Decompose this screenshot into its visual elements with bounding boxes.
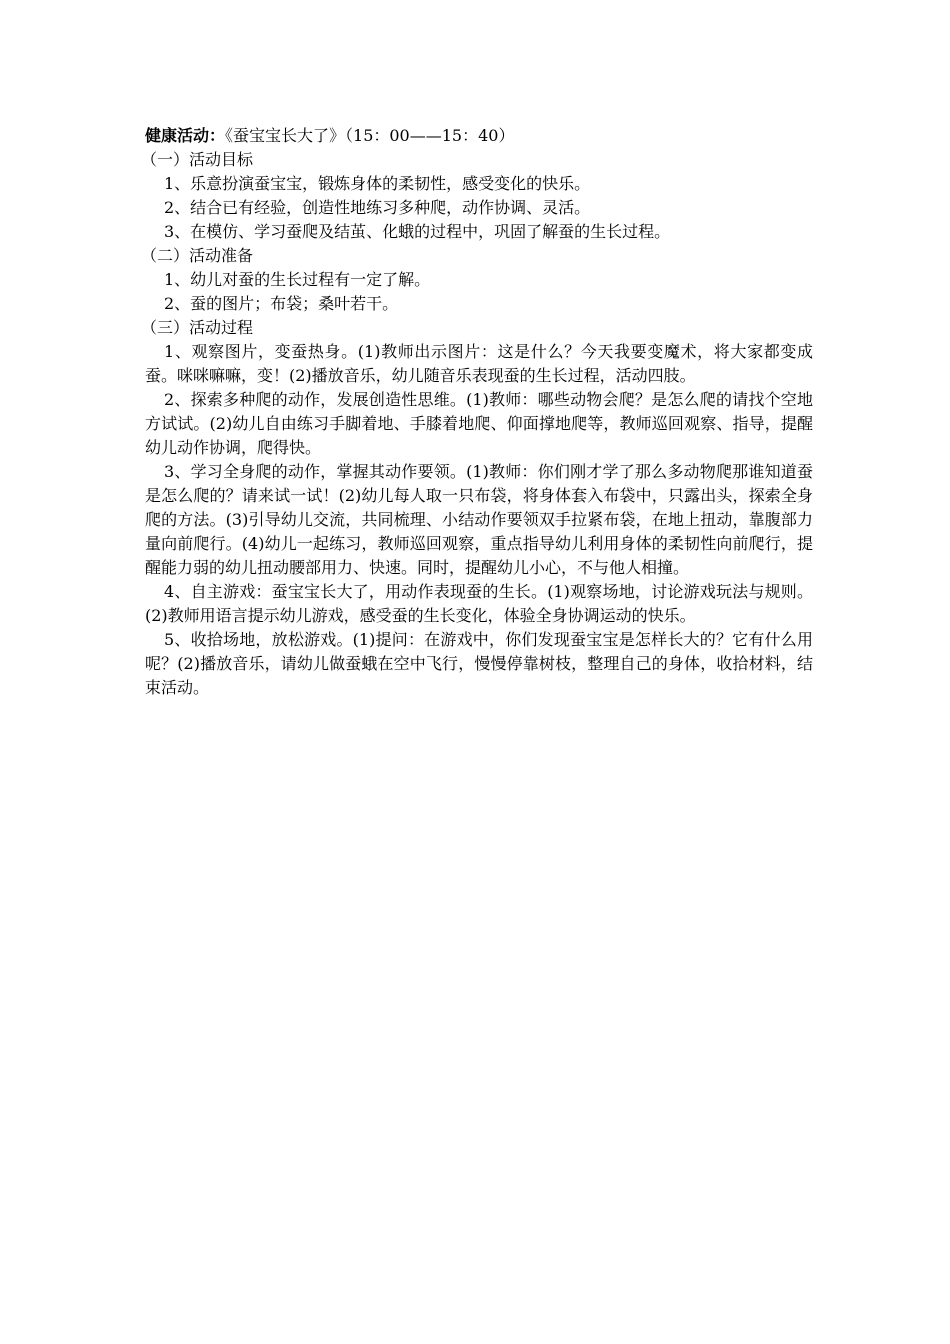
process-paragraph: 4、自主游戏：蚕宝宝长大了，用动作表现蚕的生长。(1)观察场地，讨论游戏玩法与规则。(2)教师用语言提示幼儿游戏，感受蚕的生长变化，体验全身协调运动的快乐。 [145,582,813,625]
process-paragraph: 1、观察图片，变蚕热身。(1)教师出示图片：这是什么？今天我要变魔术，将大家都变成蚕。咪咪嘛嘛，变！(2)播放音乐，幼儿随音乐表现蚕的生长过程，活动四肢。 [145,342,813,385]
document-title [145,124,813,148]
title-label: 健康活动： [145,126,226,145]
process-paragraph: 3、学习全身爬的动作，掌握其动作要领。(1)教师：你们刚才学了那么多动物爬那谁知道蚕是怎么爬的？请来试一试！(2)幼儿每人取一只布袋，将身体套入布袋中，只露出头，探索全身爬的方法。(3)引导幼儿交流，共同梳理、小结动作要领双手拉紧布袋，在地上扭动，靠腹部力量向前爬行。(4)幼儿一起练习，教师巡回观察，重点指导幼儿利用身体的柔韧性向前爬行，提醒能力弱的幼儿扭动腰部用力、快速。同时，提醒幼儿小心，不与他人相撞。 [145,462,813,577]
goal-item: 2、结合已有经验，创造性地练习多种爬，动作协调、灵活。 [164,198,591,217]
document-page [141,124,813,700]
title-text: 《蚕宝宝长大了》（15：00——15：40） [225,126,515,145]
preparation-item: 2、蚕的图片；布袋；桑叶若干。 [164,294,399,313]
goal-item: 3、在模仿、学习蚕爬及结茧、化蛾的过程中，巩固了解蚕的生长过程。 [164,222,671,241]
process-paragraph: 2、探索多种爬的动作，发展创造性思维。(1)教师：哪些动物会爬？是怎么爬的请找个空地方试试。(2)幼儿自由练习手脚着地、手膝着地爬、仰面撑地爬等，教师巡回观察、指导，提醒幼儿动作协调，爬得快。 [145,390,813,457]
section-heading-process: （三）活动过程 [141,318,254,337]
goal-item: 1、乐意扮演蚕宝宝，锻炼身体的柔韧性，感受变化的快乐。 [164,174,591,193]
process-paragraph: 5、收拾场地，放松游戏。(1)提问：在游戏中，你们发现蚕宝宝是怎样长大的？它有什么用呢？(2)播放音乐，请幼儿做蚕蛾在空中飞行，慢慢停靠树枝，整理自己的身体，收拾材料，结束活动。 [145,630,813,697]
preparation-item: 1、幼儿对蚕的生长过程有一定了解。 [164,270,431,289]
section-heading-goals: （一）活动目标 [141,150,254,169]
section-heading-preparation: （二）活动准备 [141,246,254,265]
